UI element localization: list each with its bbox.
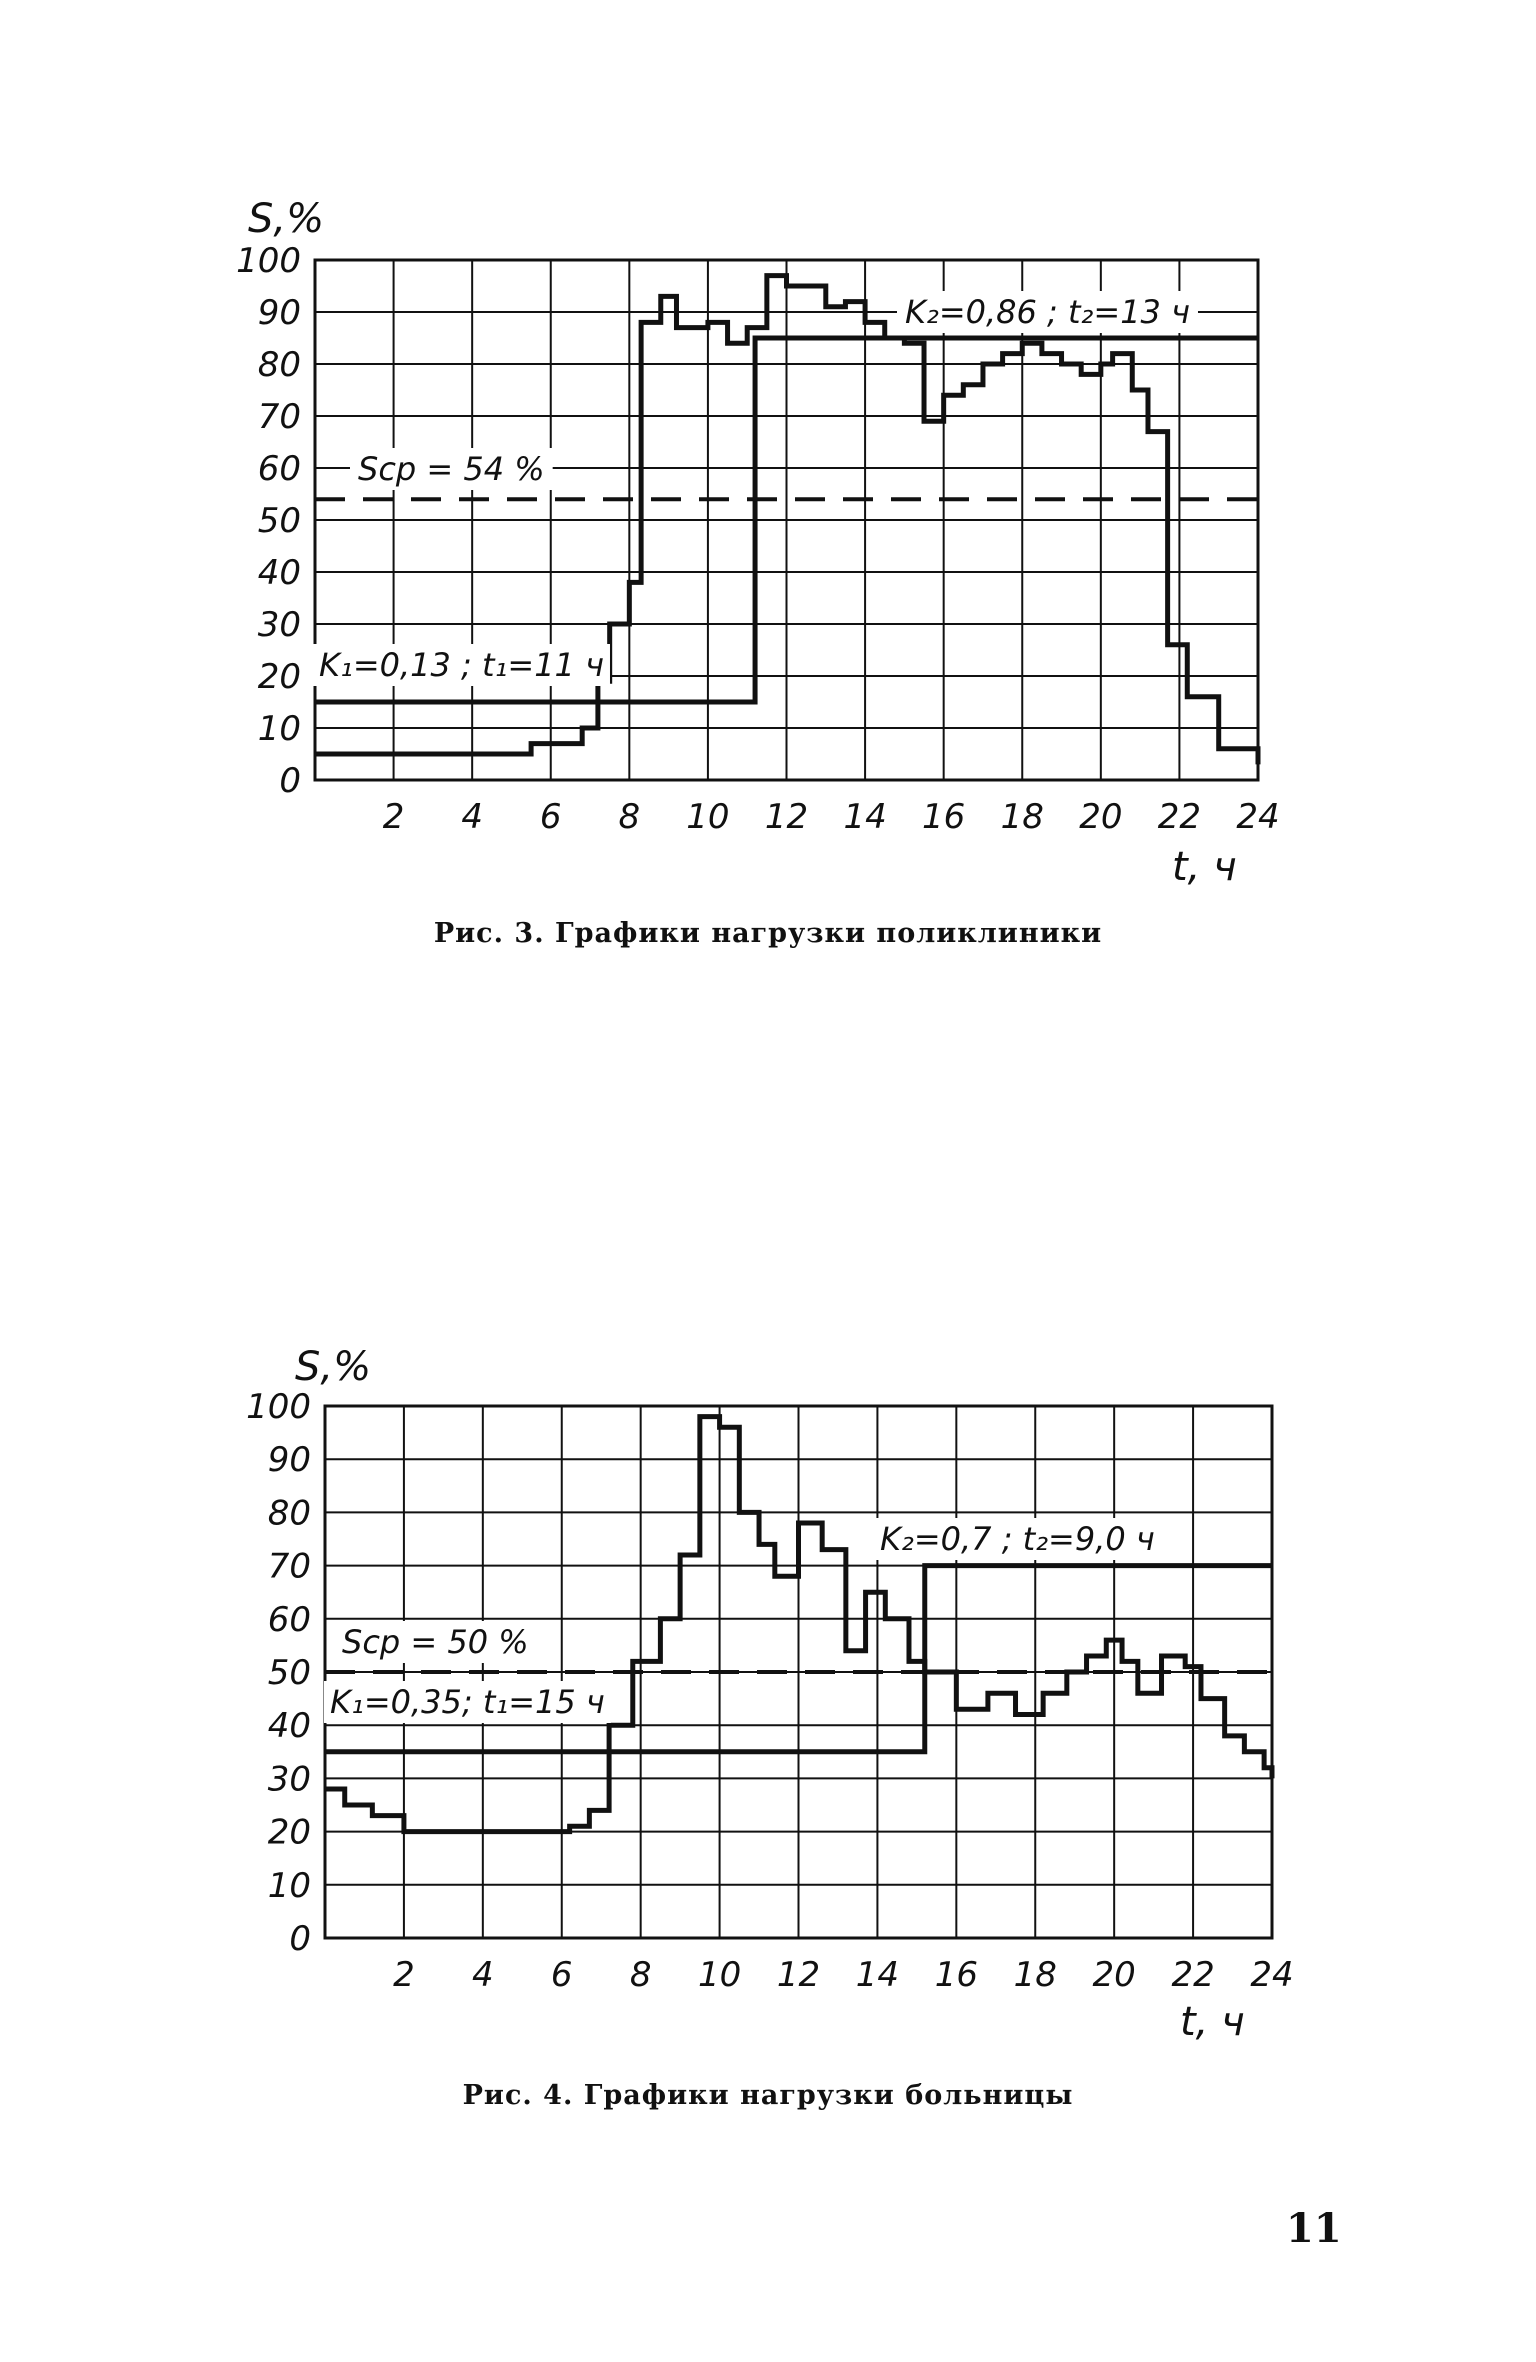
page-number: 11 [1286, 2205, 1342, 2252]
x-tick-label-2: 6 [550, 1955, 573, 1995]
annotation-group-0 [897, 291, 1198, 333]
x-tick-label-11: 24 [1236, 797, 1280, 837]
x-tick-label-4: 10 [686, 797, 730, 837]
y-tick-label-8: 80 [257, 345, 301, 385]
y-tick-label-0: 0 [279, 761, 301, 801]
y-tick-label-2: 20 [267, 1812, 311, 1853]
x-tick-label-10: 22 [1157, 797, 1202, 837]
x-tick-label-0: 2 [382, 797, 405, 837]
annotation-label-2: K₁=0,35; t₁=15 ч [330, 1683, 605, 1721]
y-tick-label-8: 80 [267, 1493, 311, 1534]
y-tick-label-5: 50 [257, 501, 301, 541]
y-tick-label-4: 40 [267, 1706, 311, 1747]
x-tick-label-7: 16 [934, 1955, 978, 1995]
annotation-label-1: Sср = 54 % [358, 450, 545, 488]
x-tick-label-3: 8 [629, 1955, 652, 1995]
y-tick-label-1: 10 [257, 709, 301, 749]
y-tick-label-0: 0 [289, 1919, 311, 1959]
x-tick-label-3: 8 [618, 797, 641, 837]
y-tick-label-7: 70 [257, 397, 301, 437]
annotation-group-1 [334, 1621, 537, 1663]
annotation-group-2 [313, 644, 610, 686]
x-axis-label: t, ч [1180, 1999, 1245, 2045]
annotation-group-2 [324, 1681, 611, 1723]
x-tick-label-5: 12 [776, 1955, 821, 1995]
annotation-label-0: K₂=0,86 ; t₂=13 ч [905, 293, 1190, 331]
x-tick-label-10: 22 [1171, 1955, 1215, 1995]
x-tick-label-6: 14 [843, 797, 887, 837]
annotation-label-0: K₂=0,7 ; t₂=9,0 ч [880, 1520, 1155, 1558]
x-axis-label: t, ч [1172, 844, 1237, 890]
y-tick-label-10: 100 [246, 1387, 311, 1427]
y-tick-label-2: 20 [257, 657, 301, 697]
y-tick-label-4: 40 [257, 553, 301, 593]
y-axis-label: S,% [295, 1344, 372, 1390]
annotation-label-1: Sср = 50 % [342, 1623, 529, 1661]
x-tick-label-11: 24 [1250, 1955, 1294, 1995]
x-tick-label-7: 16 [922, 797, 966, 837]
y-tick-label-6: 60 [257, 449, 301, 489]
y-tick-label-6: 60 [267, 1599, 311, 1640]
x-tick-label-5: 12 [764, 797, 809, 837]
annotation-label-2: K₁=0,13 ; t₁=11 ч [319, 646, 604, 684]
figure-caption-hospital: Рис. 4. Графики нагрузки больницы [462, 2080, 1074, 2111]
y-tick-label-9: 90 [257, 293, 301, 333]
x-tick-label-9: 20 [1092, 1955, 1136, 1995]
y-tick-label-10: 100 [236, 241, 301, 281]
x-tick-label-2: 6 [539, 797, 562, 837]
x-tick-label-0: 2 [393, 1955, 415, 1995]
x-tick-label-9: 20 [1079, 797, 1123, 837]
x-tick-label-1: 4 [472, 1955, 494, 1995]
load-chart-hospital [0, 1330, 1536, 2050]
y-tick-label-9: 90 [267, 1440, 311, 1481]
x-tick-label-4: 10 [697, 1955, 742, 1995]
x-tick-label-8: 18 [1013, 1955, 1057, 1995]
annotation-group-1 [350, 448, 553, 490]
x-tick-label-6: 14 [855, 1955, 900, 1995]
x-tick-label-8: 18 [1000, 797, 1044, 837]
annotation-group-0 [872, 1518, 1163, 1560]
y-tick-label-7: 70 [267, 1546, 311, 1587]
y-tick-label-5: 50 [267, 1653, 311, 1693]
y-tick-label-1: 10 [267, 1865, 311, 1906]
y-tick-label-3: 30 [257, 605, 301, 645]
load-chart-polyclinic [0, 180, 1536, 900]
figure-caption-polyclinic: Рис. 3. Графики нагрузки поликлиники [433, 918, 1103, 949]
x-tick-label-1: 4 [461, 797, 483, 837]
y-tick-label-3: 30 [267, 1759, 311, 1800]
y-axis-label: S,% [248, 196, 325, 242]
